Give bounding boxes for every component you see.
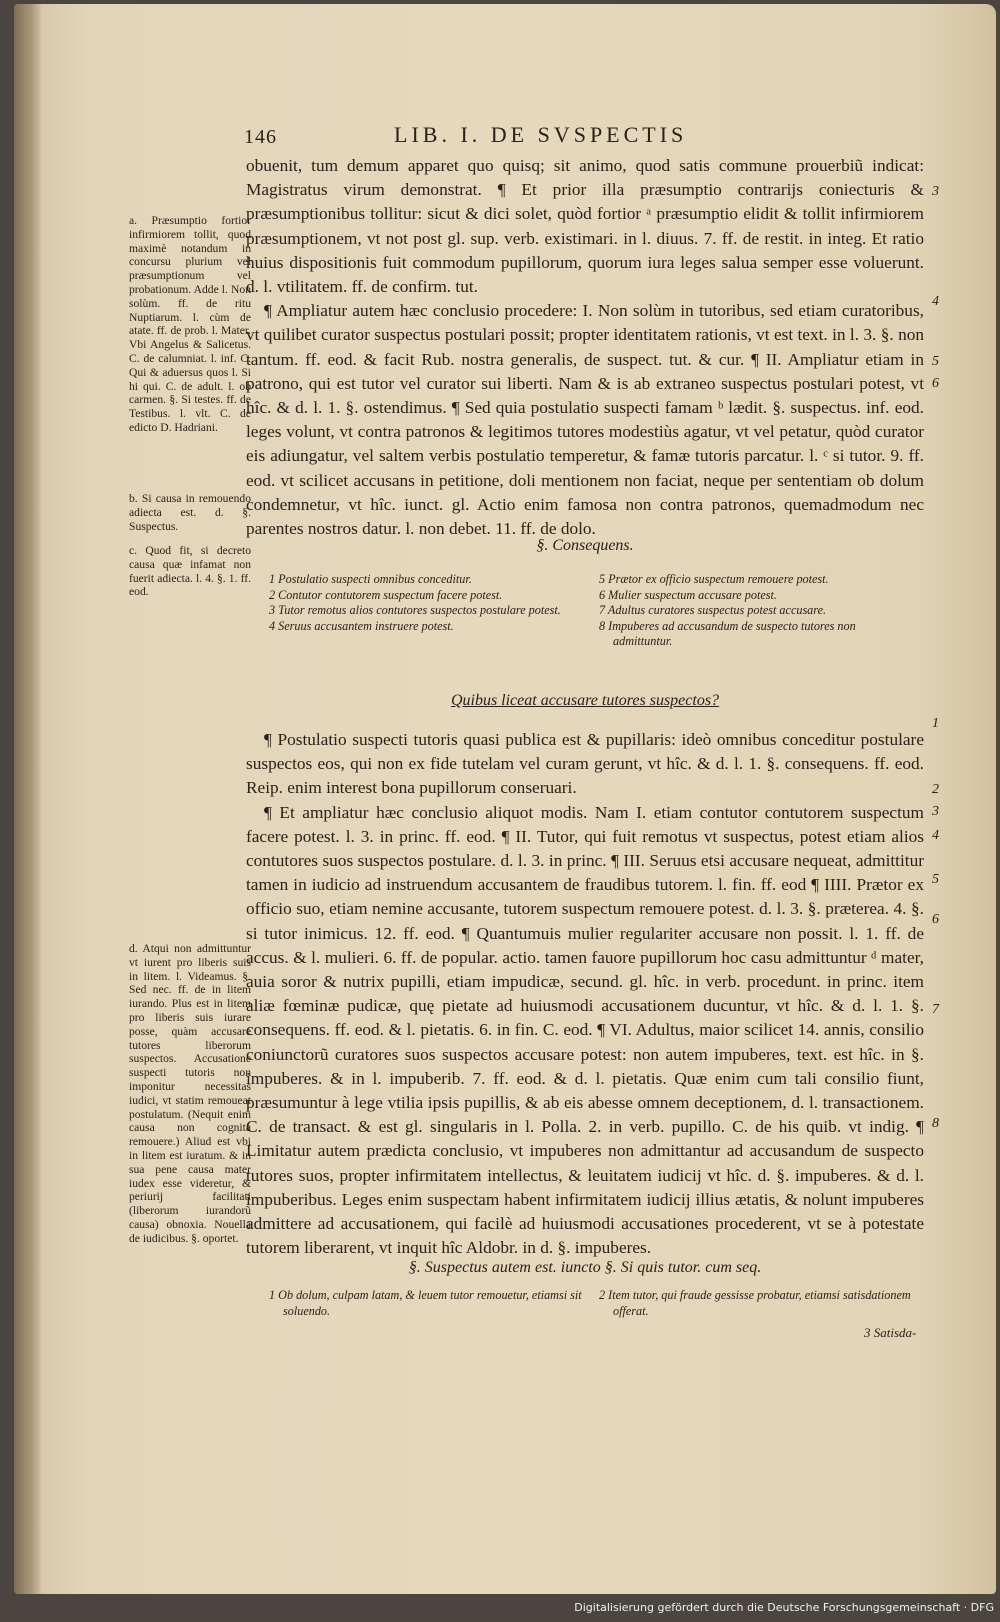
line-number: 6 xyxy=(932,912,939,927)
line-number: 6 xyxy=(932,376,939,391)
line-number: 1 xyxy=(932,716,939,731)
summary-item: 3 Tutor remotus alios contutores suspectos postulare potest. xyxy=(269,603,561,617)
summary-item: 6 Mulier suspectum accusare potest. xyxy=(599,587,777,602)
page-header xyxy=(244,122,784,156)
line-number: 7 xyxy=(932,1002,939,1017)
summary-item: 1 Postulatio suspecti omnibus conceditur. xyxy=(269,572,472,586)
summary-item: 4 Seruus accusantem instruere potest. xyxy=(269,618,454,633)
summary-item: 8 Impuberes ad accusandum de suspecto tutores non admittuntur. xyxy=(599,618,856,648)
book-spine xyxy=(14,4,42,1594)
line-number: 5 xyxy=(932,872,939,887)
margin-note-c: c. Quod fit, si decreto causa quæ infamat non fuerit adiecta. l. 4. §. 1. ff. eod. xyxy=(129,544,251,599)
line-number: 3 xyxy=(932,184,939,199)
line-number: 4 xyxy=(932,294,939,309)
margin-note-a: a. Præsumptio fortior infirmiorem tollit, quod maximè notandum in concursu plurium vel præsumptionum vel probationum. Adde l. Non solùm. ff. de ritu Nuptiarum. l. cùm de atate. ff. de prob. l. Mater. Vbi Angelus & Salicetus. C. de calumniat. l. inf. C. Qui & aduersus quos l. Si hi qui. C. de adult. l. ob carmen. §. Si testes. ff. de Testibus. l. vlt. C. de edicto D. Hadriani. xyxy=(129,214,251,434)
line-number: 3 xyxy=(932,804,939,819)
summary-item: 1 Ob dolum, culpam latam, & leuem tutor remouetur, etiamsi sit soluendo. xyxy=(269,1288,582,1318)
margin-note-d: d. Atqui non admittuntur vt iurent pro liberis suis in litem. l. Videamus. §. Sed nec. ff. de in litem iurando. Plus est in litem pro liberis suis iurare posse, quàm accusare tutores liberorum suspectos. Accusatione suspecti tutoris non imponitur necessitas iudici, vt statim remoueat postulatum. (Nequit enim causa non cognita remouere.) Aliud est vbi in litem est iuratum. & in sua pene causa mater iudex esse videretur, & periurij facilitati (liberorum iurandorũ causa) obnoxia. Nouella de iudicibus. §. oportet. xyxy=(129,942,251,1245)
paragraph: obuenit, tum demum apparet quo quisq; sit animo, quod satis commune prouerbiũ indicat: Magistratus virum demonstrat. ¶ Et prior illa præsumptio contrarijs coniecturis & præsumptionibus tollitur: sicut & dici solet, quòd fortior ᵃ præsumptio elidit & tollit infirmiorem præsumptionem, vt not post gl. sup. verb. existimari. in l. diuus. 7. ff. de restit. in integ. Et ratio huius dispositionis fuit commodum pupillorum, quorum iura leges salua semper esse voluerunt. d. l. vtilitatem. ff. de confirm. tut. xyxy=(246,156,924,297)
body-text-1 xyxy=(246,154,924,541)
catchword: 3 Satisda- xyxy=(864,1325,917,1340)
summary-item: 7 Adultus curatores suspectus potest accusare. xyxy=(599,603,827,617)
margin-note-b: b. Si causa in remouendo adiecta est. d. §. Suspectus. xyxy=(129,492,251,533)
paragraph: ¶ Et ampliatur hæc conclusio aliquot modis. Nam I. etiam contutor contutorem suspectum facere potest. l. 3. in princ. ff. eod. ¶ II. Tutor, qui fuit remotus vt suspectus, potest etiam alios contutores suos suspectos postulare. d. l. 3. in princ. ¶ III. Seruus etsi accusare nequeat, admittitur tamen in iudicio ad instruendum accusantem de fraudibus tutorem. l. fin. ff. eod ¶ IIII. Prætor ex officio suo, etiam nemine accusante, tutorem suspectum remouere potest. d. l. 3. §. præterea. 4. §. si tutor inimicus. 12. ff. eod. ¶ Quantumuis mulier regulariter accusare non possit. l. 1. ff. de accus. & l. mulieri. 6. ff. de popular. actio. tamen fauore pupillorum hoc casu admittuntur ᵈ mater, auia soror & nutrix pupilli, etiam impudicæ, secund. gl. hîc. in verb. procedunt. in princ. item aliæ fœminæ pudicæ, quę pietate ad huiusmodi accusationem ducuntur, vt hîc. & d. l. 1. §. consequens. ff. eod. & l. pietatis. 6. in fin. C. eod. ¶ VI. Adultus, maior scilicet 14. annis, consilio coniunctorũ curatores suos suspectos accusare potest: non autem impuberes, text. est hîc. in §. impuberes. & in l. impuberib. 7. ff. eod. & d. l. pietatis. Quæ enim cum tali consilio fiunt, præsumuntur à lege vtilia ipsis pupillis, & ab eis abesse omnem deceptionem, d. l. transactionem. C. de transact. & est gl. singularis in l. Polla. 2. in verb. pupillo. C. de his quib. vt indig. ¶ Limitatur autem prædicta conclusio, vt impuberes non admittantur ad accusandum de suspecto tutores suos, propter infirmitatem intellectus, & leuitatem iudicij vt hîc. d. §. impuberes. & d. l. impuberibus. Leges enim suspectam habent infirmitatem iudicij illius ætatis, & nolunt impuberes admittere ad accusationem, qui facilè ad huiusmodi accusationes procederent, vt se à potestate tutorem liberarent, vt inquit hîc Aldobr. in d. §. impuberes. xyxy=(246,802,924,1258)
footer-bar xyxy=(0,1596,1000,1622)
question-heading: Quibus liceat accusare tutores suspectos? xyxy=(450,692,720,709)
summary-item: 2 Item tutor, qui fraude gessisse probatur, etiamsi satisdationem offerat. xyxy=(599,1288,911,1318)
section-heading-consequens: §. Consequens. xyxy=(536,537,634,554)
section-heading-suspectus: §. Suspectus autem est. iuncto §. Si quis tutor. cum seq. xyxy=(408,1259,762,1276)
line-number: 2 xyxy=(932,782,939,797)
summary-item: 5 Prætor ex officio suspectum remouere potest. xyxy=(599,572,829,586)
body-text-2 xyxy=(246,728,924,1260)
paragraph: ¶ Ampliatur autem hæc conclusio procedere: I. Non solùm in tutoribus, sed etiam curatoribus, vt quilibet curator suspectus postulari possit; propter identitatem rationis, vt est text. in l. 3. §. non tantum. ff. eod. & facit Rub. nostra generalis, de suspect. tut. & cur. ¶ II. Ampliatur etiam in patrono, qui est tutor vel curator sui liberti. Nam & is ab extraneo suspectus postulari potest, vt hîc. & d. l. 1. §. ostendimus. ¶ Sed quia postulatio suspecti famam ᵇ lædit. §. suspectus. inf. eod. leges volunt, vt contra patronos & legitimos tutores modestiùs agatur, vt vel petatur, quòd curator eis adiungatur, vel saltem verbis postulatio temperetur, & famæ tutoris parcatur. l. ᶜ si tutor. 9. ff. eod. vt scilicet accusans in petitione, doli mentionem non faciat, neque per sententiam ob dolum condemnetur, vt hîc. iunct. gl. Actio enim famosa non contra patronos, quemadmodum nec parentes nostros datur. l. non debet. 11. ff. de dolo. xyxy=(246,301,924,539)
line-number: 4 xyxy=(932,828,939,843)
line-number: 5 xyxy=(932,354,939,369)
book-page xyxy=(14,4,996,1594)
page-number: 146 xyxy=(244,126,277,148)
footer-credit: Digitalisierung gefördert durch die Deutsche Forschungsgemeinschaft · DFG xyxy=(574,1601,994,1614)
running-title: LIB. I. DE SVSPECTIS xyxy=(394,122,688,147)
summary-item: 2 Contutor contutorem suspectum facere potest. xyxy=(269,587,503,602)
paragraph: ¶ Postulatio suspecti tutoris quasi publica est & pupillaris: ideò omnibus conceditur postulare suspectos eos, qui non ex fide tutelam vel curam gerunt, vt hîc. & d. l. 1. §. consequens. ff. eod. Reip. enim interest bona pupillorum conseruari. xyxy=(246,730,924,798)
line-number: 8 xyxy=(932,1116,939,1131)
